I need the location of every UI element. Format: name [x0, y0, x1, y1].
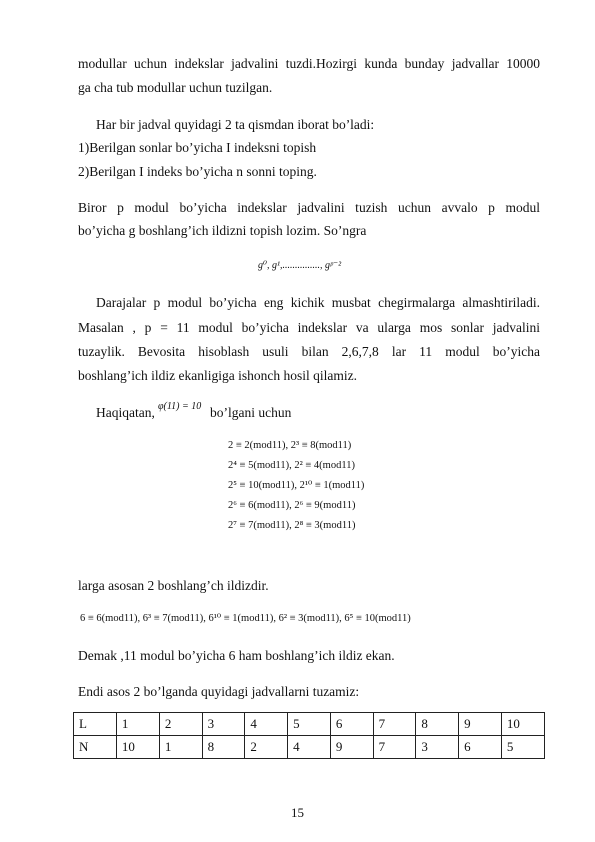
table-cell: 8	[202, 736, 245, 759]
table-cell: 9	[330, 736, 373, 759]
table-cell: 6	[459, 736, 502, 759]
congruence-line-six: 6 ≡ 6(mod11), 6³ ≡ 7(mod11), 6¹⁰ ≡ 1(mod11), 6² ≡ 3(mod11), 6⁵ ≡ 10(mod11)	[80, 613, 411, 624]
paragraph-5-suffix: bo’lgani uchun	[210, 405, 292, 420]
paragraph-5-prefix: Haqiqatan,	[96, 405, 155, 420]
congruence-line: 2⁶ ≡ 6(mod11), 2⁶ ≡ 9(mod11)	[228, 500, 356, 511]
table-cell: 4	[245, 713, 288, 736]
table-row	[74, 736, 545, 759]
paragraph-3-line-1: Biror p modul bo’yicha indekslar jadvalini tuzish uchun avvalo p modul	[78, 200, 540, 215]
table-row	[74, 713, 545, 736]
table-cell: 9	[459, 713, 502, 736]
formula-powers: g⁰, g¹,..............., gᵖ⁻²	[258, 260, 342, 271]
congruence-line: 2⁴ ≡ 5(mod11), 2² ≡ 4(mod11)	[228, 460, 355, 471]
table-cell: 8	[416, 713, 459, 736]
congruence-line: 2⁷ ≡ 7(mod11), 2⁸ ≡ 3(mod11)	[228, 520, 356, 531]
paragraph-3-line-2: bo’yicha g boshlang’ich ildizni topish lozim. So’ngra	[78, 223, 367, 238]
paragraph-4-line-1: Darajalar p modul bo’yicha eng kichik musbat chegirmalarga almashtiriladi.	[96, 295, 540, 310]
index-table	[73, 712, 545, 759]
table-cell: 5	[288, 713, 331, 736]
euler-phi-formula: φ(11) = 10	[158, 401, 202, 412]
table-cell: N	[74, 736, 117, 759]
paragraph-4-line-2: Masalan , p = 11 modul bo’yicha indekslar va ularga mos sonlar jadvalini	[78, 320, 540, 335]
list-item-2: 2)Berilgan I indeks bo’yicha n sonni toping.	[78, 164, 317, 179]
paragraph-2: Har bir jadval quyidagi 2 ta qismdan iborat bo’ladi:	[96, 117, 375, 132]
paragraph-6: larga asosan 2 boshlang’ch ildizdir.	[78, 578, 269, 593]
table-cell: 1	[116, 713, 159, 736]
table-cell: 6	[330, 713, 373, 736]
paragraph-7: Demak ,11 modul bo’yicha 6 ham boshlang’ich ildiz ekan.	[78, 648, 395, 663]
paragraph-4-line-4: boshlang’ich ildiz ekanligiga ishonch hosil qilamiz.	[78, 368, 357, 383]
list-item-1: 1)Berilgan sonlar bo’yicha I indeksni topish	[78, 140, 317, 155]
table-cell: 4	[288, 736, 331, 759]
congruence-line: 2⁵ ≡ 10(mod11), 2¹⁰ ≡ 1(mod11)	[228, 480, 365, 491]
paragraph-1-line-1: modullar uchun indekslar jadvalini tuzdi.Hozirgi kunda bunday jadvallar 10000	[78, 56, 540, 71]
paragraph-4-line-3: tuzaylik. Bevosita hisoblash usuli bilan 2,6,7,8 lar 11 modul bo’yicha	[78, 344, 540, 359]
paragraph-1-line-2: ga cha tub modullar uchun tuzilgan.	[78, 80, 273, 95]
table-cell: L	[74, 713, 117, 736]
table-cell: 7	[373, 736, 416, 759]
table-cell: 2	[159, 713, 202, 736]
congruence-line: 2 ≡ 2(mod11), 2³ ≡ 8(mod11)	[228, 440, 352, 451]
table-cell: 7	[373, 713, 416, 736]
table-cell: 1	[159, 736, 202, 759]
paragraph-8: Endi asos 2 bo’lganda quyidagi jadvallarni tuzamiz:	[78, 684, 360, 699]
table-cell: 10	[501, 713, 544, 736]
table-cell: 2	[245, 736, 288, 759]
table-cell: 3	[416, 736, 459, 759]
table-cell: 3	[202, 713, 245, 736]
table-cell: 10	[116, 736, 159, 759]
page-number: 15	[291, 805, 304, 820]
table-cell: 5	[501, 736, 544, 759]
